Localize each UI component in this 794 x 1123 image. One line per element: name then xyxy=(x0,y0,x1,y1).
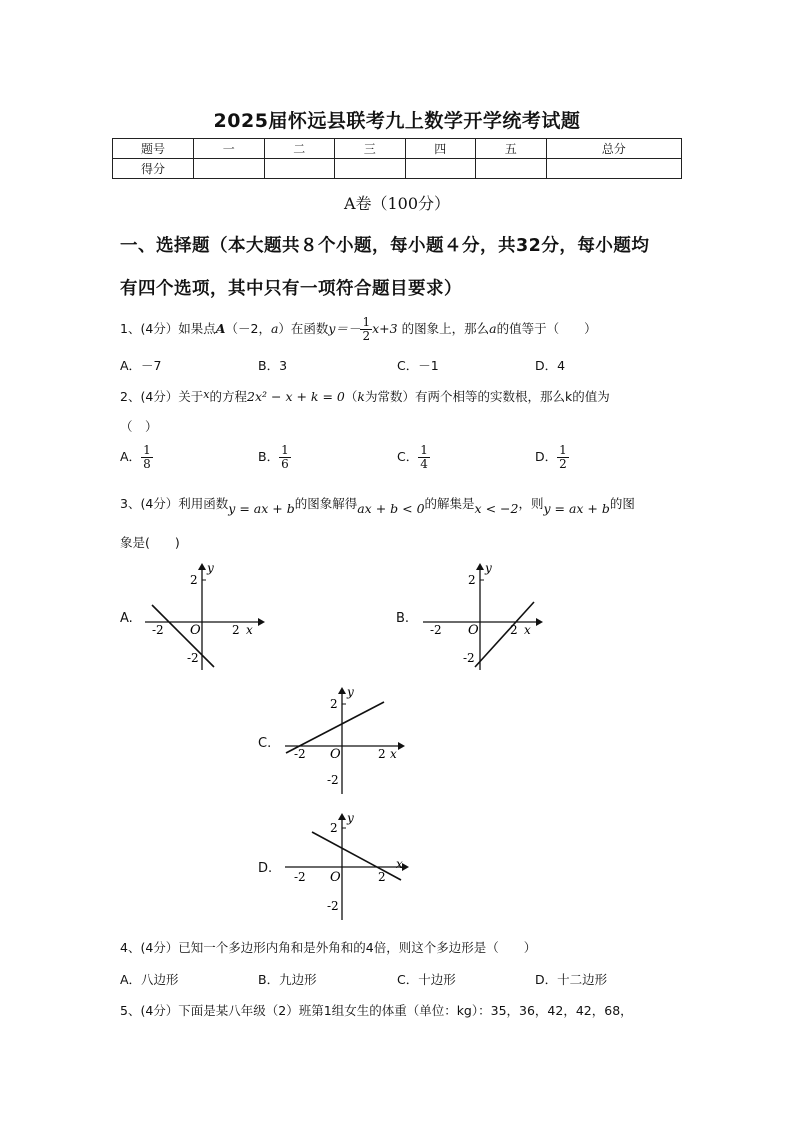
q1-option-d[interactable]: D．4 xyxy=(535,358,566,373)
q3-prefix: 3、(4分）利用函数 xyxy=(120,496,229,511)
score-input-cell[interactable] xyxy=(476,159,547,179)
q2-option-fraction xyxy=(141,444,153,471)
q2-option-d[interactable] xyxy=(535,444,569,471)
x-axis-arrow-icon xyxy=(402,863,409,871)
label-2-y: 2 xyxy=(330,697,338,711)
q2-option-fraction xyxy=(557,444,569,471)
score-input-cell[interactable] xyxy=(335,159,406,179)
function-line xyxy=(312,832,401,880)
label-neg2-x: -2 xyxy=(294,870,306,884)
q4-option-d[interactable]: D．十二边形 xyxy=(535,972,608,987)
score-header-cell: 二 xyxy=(264,139,335,159)
label-2-y: 2 xyxy=(190,573,198,587)
q1-option-c[interactable]: C．－1 xyxy=(397,358,439,373)
label-x: x xyxy=(524,623,531,637)
q1-fraction xyxy=(360,316,372,343)
score-header-cell: 三 xyxy=(335,139,406,159)
part-heading-line1: 一、选择题（本大题共８个小题，每小题４分，共32分，每小题均 xyxy=(120,236,650,256)
q3-graph-a[interactable] xyxy=(140,560,265,675)
q2-equation: 2x² − x + k = 0 xyxy=(247,389,345,404)
y-axis-arrow-icon xyxy=(338,687,346,694)
label-2-x: 2 xyxy=(378,870,386,884)
frac-num: 1 xyxy=(143,443,151,457)
section-title: A卷（100分） xyxy=(343,194,451,213)
score-input-cell[interactable] xyxy=(405,159,476,179)
score-input-cell[interactable] xyxy=(546,159,682,179)
q1-coords: （－2， xyxy=(225,321,271,336)
q2-k: k xyxy=(357,389,365,404)
score-header-cell: 一 xyxy=(194,139,265,159)
label-y: y xyxy=(485,561,492,575)
q2-option-label: A． xyxy=(120,449,142,464)
y-axis-arrow-icon xyxy=(476,563,484,570)
q4-option-b[interactable]: B．九边形 xyxy=(258,972,317,987)
label-origin: O xyxy=(468,623,479,638)
q4-option-c[interactable]: C．十边形 xyxy=(397,972,456,987)
part-heading-line2: 有四个选项，其中只有一项符合题目要求） xyxy=(120,279,462,299)
score-row-label: 得分 xyxy=(113,159,194,179)
document-title: 2025届怀远县联考九上数学开学统考试题 xyxy=(213,110,581,132)
label-origin: O xyxy=(330,870,341,885)
q1-func-rhs: x+3 xyxy=(372,321,398,336)
score-table-score-row xyxy=(113,159,682,179)
q2-option-label: B． xyxy=(258,449,280,464)
frac-den: 2 xyxy=(559,457,567,471)
q1-after-coords: ）在函数 xyxy=(278,321,329,336)
score-header-cell: 四 xyxy=(405,139,476,159)
frac-num: 1 xyxy=(420,443,428,457)
question-1 xyxy=(120,316,690,343)
label-origin: O xyxy=(330,747,341,762)
q3-mid2: 的解集是 xyxy=(424,496,475,511)
label-2-x: 2 xyxy=(232,623,240,637)
q4-option-a[interactable]: A．八边形 xyxy=(120,972,179,987)
q2-option-fraction xyxy=(418,444,430,471)
q3-solution: x < −2 xyxy=(474,501,519,516)
q3-mid3: ，则 xyxy=(518,496,544,511)
q1-suffix1: 的图象上，那么 xyxy=(401,321,490,336)
q3-graph-b[interactable] xyxy=(418,560,543,675)
frac-den: 6 xyxy=(281,457,289,471)
q1-frac-den: 2 xyxy=(362,329,371,343)
q2-paren: （ xyxy=(344,389,358,404)
score-header-cell: 五 xyxy=(476,139,547,159)
q2-option-b[interactable] xyxy=(258,444,291,471)
q2-paren2: 为常数）有两个相等的实数根，那么k的值为 xyxy=(364,389,610,404)
q1-option-a[interactable]: A．－7 xyxy=(120,358,162,373)
q1-a2: a xyxy=(489,321,497,336)
label-neg2-x: -2 xyxy=(430,623,442,637)
q1-option-b[interactable]: B．3 xyxy=(258,358,288,373)
q3-func: y = ax + b xyxy=(228,501,295,516)
question-3 xyxy=(120,494,690,516)
label-y: y xyxy=(347,811,354,825)
frac-num: 1 xyxy=(281,443,289,457)
frac-den: 4 xyxy=(420,457,428,471)
q2-option-a[interactable] xyxy=(120,444,153,471)
label-x: x xyxy=(246,623,253,637)
q3-ineq: ax + b < 0 xyxy=(357,501,425,516)
x-axis-arrow-icon xyxy=(258,618,265,626)
y-axis-arrow-icon xyxy=(338,813,346,820)
q2-option-label: C． xyxy=(397,449,419,464)
question-2 xyxy=(120,387,690,405)
q3-option-d-label[interactable]: D. xyxy=(258,861,273,876)
q2-middle: 的方程 xyxy=(209,389,248,404)
label-2-y: 2 xyxy=(468,573,476,587)
q1-a: a xyxy=(270,321,279,336)
q1-prefix: 1、(4分）如果点 xyxy=(120,321,216,336)
q2-option-fraction xyxy=(279,444,291,471)
y-axis-arrow-icon xyxy=(198,563,206,570)
label-y: y xyxy=(347,685,354,699)
label-neg2-y: -2 xyxy=(327,773,339,787)
label-neg2-x: -2 xyxy=(294,747,306,761)
label-neg2-y: -2 xyxy=(187,651,199,665)
q3-graph-c[interactable] xyxy=(280,684,405,799)
question-5: 5、(4分）下面是某八年级（2）班第1组女生的体重（单位：kg）：35，36，42，42，68， xyxy=(120,1003,633,1018)
x-axis-arrow-icon xyxy=(536,618,543,626)
q1-frac-num: 1 xyxy=(362,315,371,329)
q2-option-c[interactable] xyxy=(397,444,430,471)
label-neg2-y: -2 xyxy=(327,899,339,913)
q3-option-c-label[interactable]: C. xyxy=(258,736,272,751)
label-neg2-y: -2 xyxy=(463,651,475,665)
q2-x: x xyxy=(203,388,210,401)
q3-line2: 象是( ) xyxy=(120,535,180,550)
q1-func-lhs: y＝－ xyxy=(328,321,361,336)
q1-suffix2: 的值等于（ ） xyxy=(496,321,597,336)
frac-num: 1 xyxy=(559,443,567,457)
score-table-header-row xyxy=(113,139,682,159)
q2-prefix: 2、(4分）关于 xyxy=(120,389,204,404)
q1-point: A xyxy=(215,321,226,336)
score-header-cell: 题号 xyxy=(113,139,194,159)
label-2-x: 2 xyxy=(378,747,386,761)
score-table xyxy=(112,138,682,179)
label-x: x xyxy=(390,747,397,761)
label-origin: O xyxy=(190,623,201,638)
q3-func2: y = ax + b xyxy=(543,501,610,516)
q3-end: 的图 xyxy=(609,496,635,511)
q3-option-a-label[interactable]: A. xyxy=(120,611,133,626)
label-x: x xyxy=(396,857,403,871)
label-neg2-x: -2 xyxy=(152,623,164,637)
q2-option-label: D． xyxy=(535,449,558,464)
label-2-y: 2 xyxy=(330,821,338,835)
frac-den: 8 xyxy=(143,457,151,471)
score-input-cell[interactable] xyxy=(194,159,265,179)
q3-graph-d[interactable] xyxy=(280,810,410,925)
q3-option-b-label[interactable]: B. xyxy=(396,611,410,626)
question-4: 4、(4分）已知一个多边形内角和是外角和的4倍，则这个多边形是（ ） xyxy=(120,940,537,955)
score-header-cell: 总分 xyxy=(546,139,682,159)
q3-mid1: 的图象解得 xyxy=(294,496,358,511)
label-y: y xyxy=(207,561,214,575)
x-axis-arrow-icon xyxy=(398,742,405,750)
label-2-x: 2 xyxy=(510,623,518,637)
score-input-cell[interactable] xyxy=(264,159,335,179)
q2-line2: （ ） xyxy=(120,419,158,434)
